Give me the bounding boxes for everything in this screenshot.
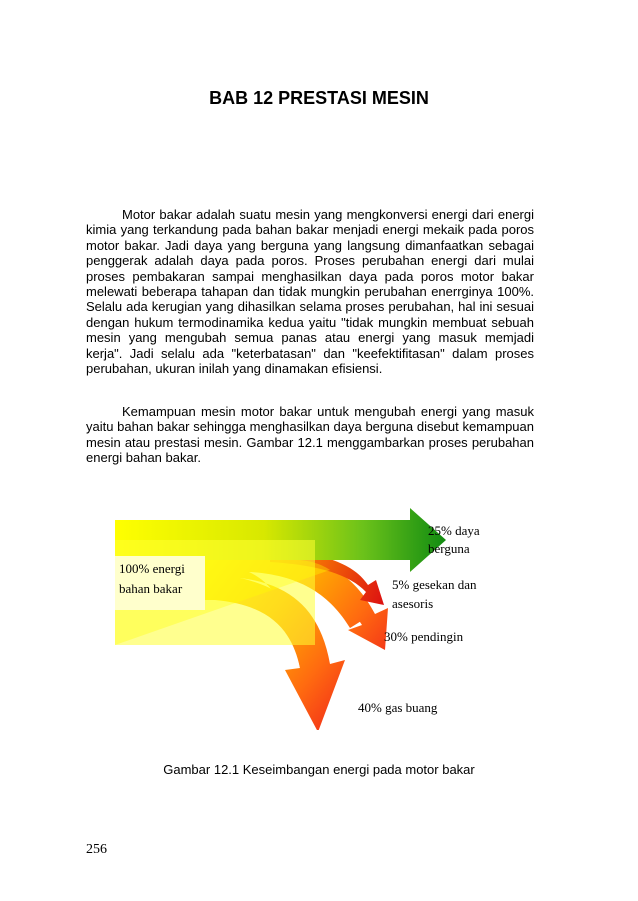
- paragraph-2: Kemampuan mesin motor bakar untuk mengubah energi yang masuk yaitu bahan bakar sehingga menghasilkan daya berguna disebut kemampuan mesin atau prestasi mesin. Gambar 12.1 menggambarkan proses perubahan energi bahan bakar.: [86, 404, 534, 466]
- output-label-gesekan-line1: 5% gesekan dan: [392, 577, 477, 592]
- page-number: 256: [86, 842, 107, 857]
- chapter-title: BAB 12 PRESTASI MESIN: [209, 88, 429, 108]
- output-label-gesekan-line2: asesoris: [392, 596, 434, 611]
- paragraph-1: Motor bakar adalah suatu mesin yang mengkonversi energi dari energi kimia yang terkandung pada bahan bakar menjadi energi mekaik pada poros motor bakar. Jadi daya yang berguna yang langsung dimanfaatkan sebagai penggerak adalah daya pada poros. Proses perubahan energi dari mulai proses pembakaran sampai menghasilkan daya pada poros motor bakar melewati beberapa tahapan dan tidak mungkin perubahan enerrginya 100%. Selalu ada kerugian yang dihasilkan selama proses perubahan, hal ini sesuai dengan hukum termodinamika kedua yaitu "tidak mungkin membuat sebuah mesin yang mengubah semua panas atau energi yang masuk memjadi kerja". Jadi selalu ada "keterbatasan" dan "keefektifitasan" dalam proses perubahan, ukuran inilah yang dinamakan efisiensi.: [86, 207, 534, 377]
- output-label-daya-berguna-line2: berguna: [428, 541, 470, 556]
- input-label-line1: 100% energi: [119, 561, 185, 576]
- input-label-line2: bahan bakar: [119, 581, 183, 596]
- output-label-pendingin: 30% pendingin: [384, 629, 464, 644]
- output-label-gas-buang: 40% gas buang: [358, 700, 438, 715]
- energy-flow-diagram: [0, 490, 638, 730]
- figure-caption: Gambar 12.1 Keseimbangan energi pada motor bakar: [163, 762, 475, 777]
- output-label-daya-berguna-line1: 25% daya: [428, 523, 480, 538]
